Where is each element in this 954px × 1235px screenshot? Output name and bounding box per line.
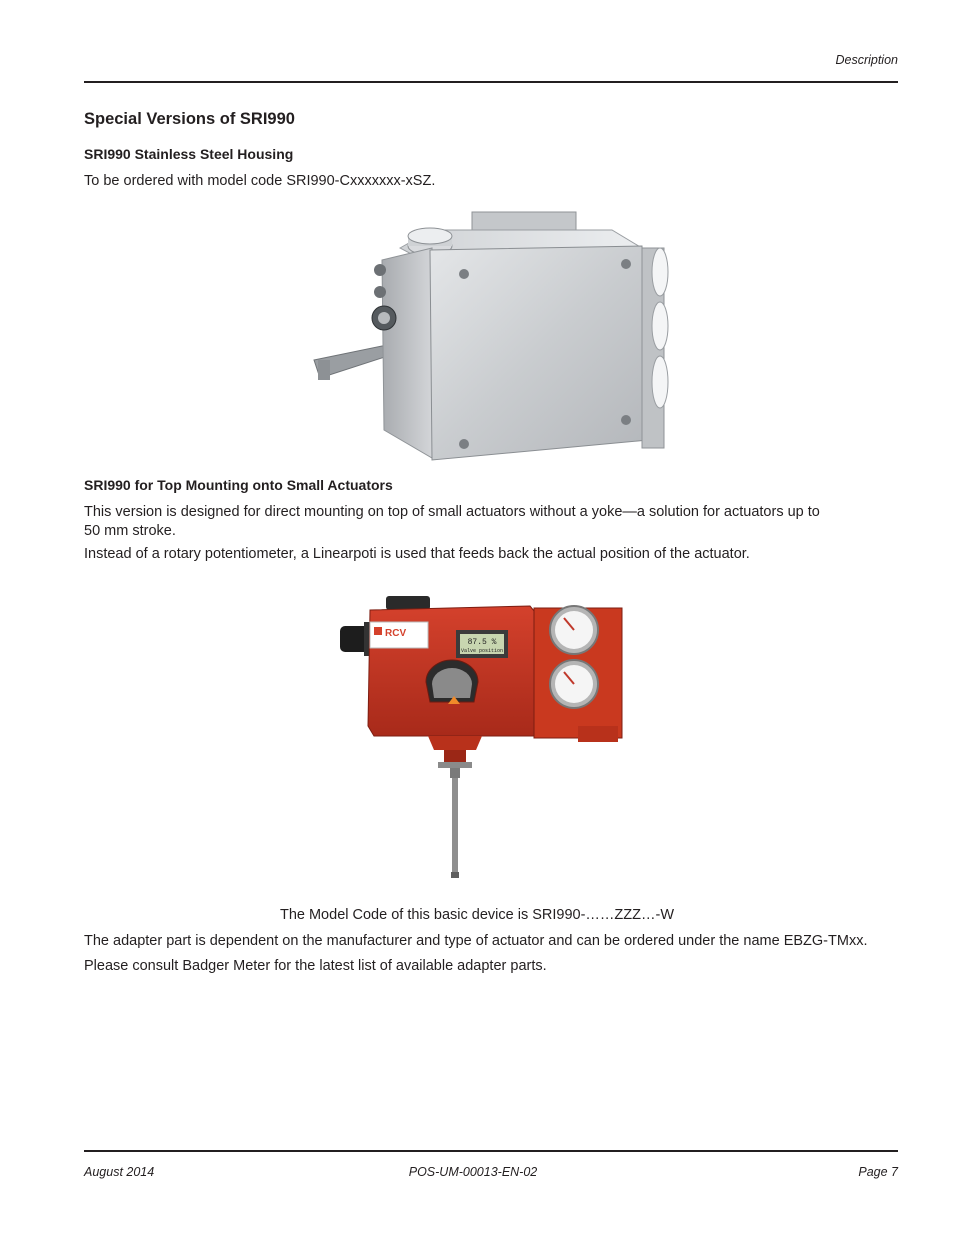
adapter-line2: Please consult Badger Meter for the latest list of available adapter parts. <box>84 958 547 974</box>
header-rule <box>84 81 898 83</box>
top-mount-para1-line1: This version is designed for direct mounting on top of small actuators without a yoke—a solution for actuators up to <box>84 504 820 520</box>
stainless-housing-image <box>312 208 672 462</box>
stainless-heading: SRI990 Stainless Steel Housing <box>84 146 294 162</box>
device-caption: The Model Code of this basic device is SRI990-……ZZZ…-W <box>279 907 675 923</box>
adapter-line1: The adapter part is dependent on the manufacturer and type of actuator and can be ordered under the name EBZG-TMxx. <box>84 933 868 949</box>
top-mount-para2: Instead of a rotary potentiometer, a Linearpoti is used that feeds back the actual position of the actuator. <box>84 546 750 562</box>
footer-rule <box>84 1150 898 1152</box>
stainless-text: To be ordered with model code SRI990-Cxxxxxxx-xSZ. <box>84 173 436 189</box>
page-title: Special Versions of SRI990 <box>84 110 295 128</box>
footer-date: August 2014 <box>84 1165 155 1179</box>
top-mount-device-image <box>334 586 644 894</box>
footer-page-number: Page 7 <box>858 1165 898 1179</box>
footer-doc-code: POS-UM-00013-EN-02 <box>408 1165 538 1179</box>
lcd-label: Valve position <box>460 648 504 654</box>
device-brand: RCV <box>385 628 407 639</box>
lcd-value: 87.5 % <box>467 638 497 647</box>
top-mount-para1-line2: 50 mm stroke. <box>84 523 176 539</box>
top-mount-heading: SRI990 for Top Mounting onto Small Actuators <box>84 477 393 493</box>
header-section-label: Description <box>835 53 898 67</box>
